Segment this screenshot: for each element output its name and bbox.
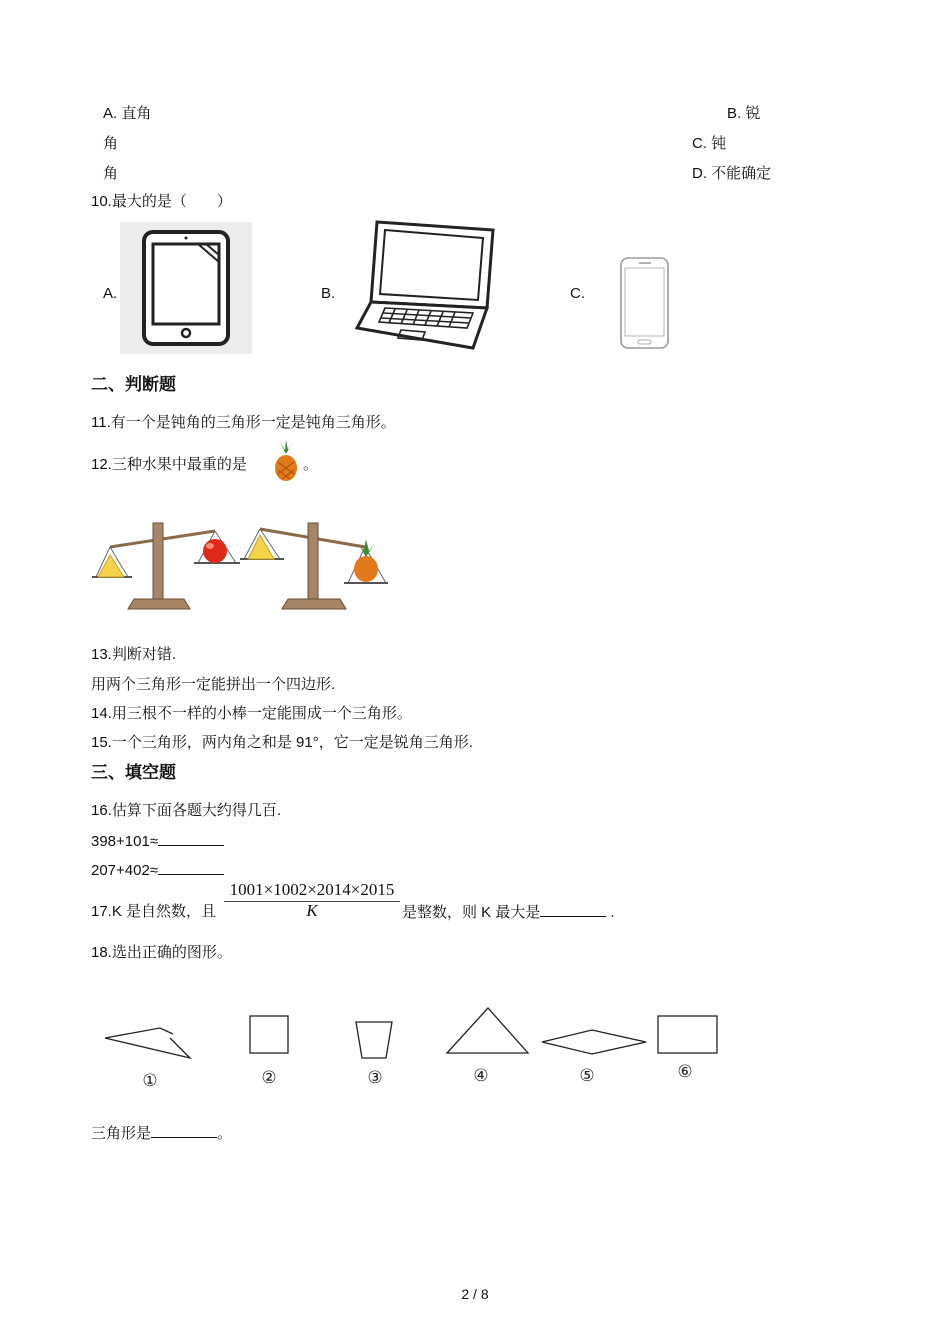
q12-end: 。 [303,456,319,473]
q10-option-a: A. [103,285,118,302]
phone-image [618,256,672,350]
shape-label: ① [142,1071,158,1091]
q9-option-c: C. 钝 [692,135,727,152]
shape-5-rhombus [542,1030,646,1054]
section-3-title: 三、填空题 [91,763,176,782]
answer-blank [158,831,224,846]
q18-answer-label: 三角形是 [91,1125,152,1142]
shape-2-square [250,1016,288,1053]
answer-blank [540,902,606,917]
q9-option-b: B. 锐 [727,105,761,122]
answer-blank [151,1123,217,1138]
q17-tail [402,902,615,923]
q17-post: 是整数，则 K 最大是 [402,904,541,921]
q13-statement: 用两个三角形一定能拼出一个四边形. [91,676,336,693]
fraction-numerator: 1001×1002×2014×2015 [224,880,400,902]
q16-text: 16.估算下面各题大约得几百. [91,802,282,819]
fraction-denominator: K [306,901,318,920]
shape-1-open-triangle [105,1028,190,1058]
q17-text: 17.K 是自然数，且 [91,903,217,920]
q18-end: 。 [217,1125,233,1142]
q9-option-c-cont: 角 [103,165,119,182]
q10-stem: 10.最大的是（ ） [91,193,232,210]
q16-item-a [91,831,224,852]
q9-option-a: A. 直角 [103,105,152,122]
answer-blank [158,860,224,875]
pineapple-icon [272,440,300,482]
q14-text: 14.用三根不一样的小棒一定能围成一个三角形。 [91,705,412,722]
q10-option-b: B. [321,285,336,302]
q18-text: 18.选出正确的图形。 [91,944,232,961]
shape-label: ③ [367,1068,383,1088]
shapes-figure [90,998,730,1094]
shape-label: ⑥ [677,1062,693,1082]
q16-item-b [91,860,224,881]
q16-item-a-expr: 398+101≈ [91,833,159,850]
shape-3-trapezoid [356,1022,392,1058]
shape-label: ② [261,1068,277,1088]
q9-option-d: D. 不能确定 [692,165,772,182]
scale-two [240,523,388,609]
tablet-image [120,222,252,354]
laptop-image [355,216,497,352]
shape-6-rectangle [658,1016,717,1053]
shape-label: ④ [473,1066,489,1086]
q11-text: 11.有一个是钝角的三角形一定是钝角三角形。 [91,414,396,431]
q10-option-c: C. [570,285,585,302]
q12-text: 12.三种水果中最重的是 [91,456,247,473]
shape-4-triangle [447,1008,528,1053]
q18-answer-line [91,1123,232,1144]
scale-one [92,523,240,609]
q16-item-b-expr: 207+402≈ [91,862,159,879]
q13-text: 13.判断对错. [91,646,177,663]
shape-label: ⑤ [579,1066,595,1086]
q17-end: . [610,904,615,921]
page-number: 2 / 8 [461,1286,489,1302]
balance-scales-image [90,515,390,615]
q17-fraction [224,880,400,920]
q15-text: 15.一个三角形，两内角之和是 91°，它一定是锐角三角形. [91,734,473,751]
section-2-title: 二、判断题 [91,375,176,394]
q9-option-b-cont: 角 [103,135,119,152]
